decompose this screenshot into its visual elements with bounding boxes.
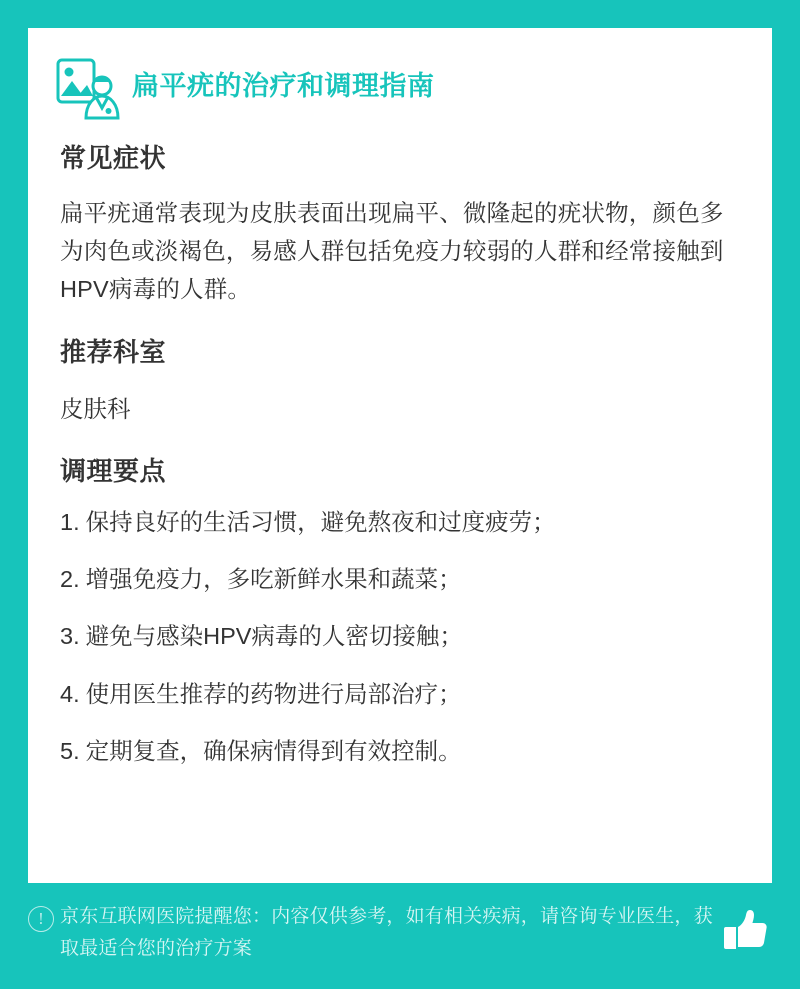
list-item xyxy=(60,734,740,769)
section-heading-symptoms: 常见症状 xyxy=(60,143,167,173)
list-item-number: 3. xyxy=(60,623,80,650)
list-item-label: 增强免疫力，多吃新鲜水果和蔬菜； xyxy=(85,566,462,593)
list-item-number: 2. xyxy=(60,566,80,593)
footer-inner xyxy=(28,883,772,966)
list-item-number: 4. xyxy=(60,680,80,707)
footer-bar xyxy=(0,883,800,989)
list-item-label: 使用医生推荐的药物进行局部治疗； xyxy=(85,680,462,707)
list-item-label: 保持良好的生活习惯，避免熬夜和过度疲劳； xyxy=(85,508,556,535)
list-item-number: 5. xyxy=(60,737,80,764)
department-text: 皮肤科 xyxy=(60,395,131,422)
section-heading-care: 调理要点 xyxy=(60,456,167,487)
footer-disclaimer: 京东互联网医院提醒您：内容仅供参考，如有相关疾病，请咨询专业医生，获取最适合您的治疗方案 xyxy=(60,906,713,960)
thumbs-up-icon[interactable] xyxy=(720,905,772,957)
list-item-number: 1. xyxy=(60,508,80,535)
list-item xyxy=(60,562,740,597)
section-heading-department: 推荐科室 xyxy=(60,336,167,367)
page-title: 扁平疣的治疗和调理指南 xyxy=(132,71,435,101)
list-item xyxy=(60,505,740,540)
list-item xyxy=(60,619,740,654)
exclamation-circle-icon: ! xyxy=(28,906,54,932)
symptoms-text: 扁平疣通常表现为皮肤表面出现扁平、微隆起的疣状物，颜色多为肉色或淡褐色，易感人群包括免疫力较弱的人群和经常接触到HPV病毒的人群。 xyxy=(60,199,724,302)
list-item xyxy=(60,677,740,712)
list-item-label: 定期复查，确保病情得到有效控制。 xyxy=(85,737,462,764)
doctor-avatar-icon xyxy=(56,56,122,122)
card-header xyxy=(60,28,740,114)
content-card xyxy=(28,28,772,883)
care-tips-list xyxy=(60,505,740,769)
list-item-label: 避免与感染HPV病毒的人密切接触； xyxy=(85,623,463,650)
